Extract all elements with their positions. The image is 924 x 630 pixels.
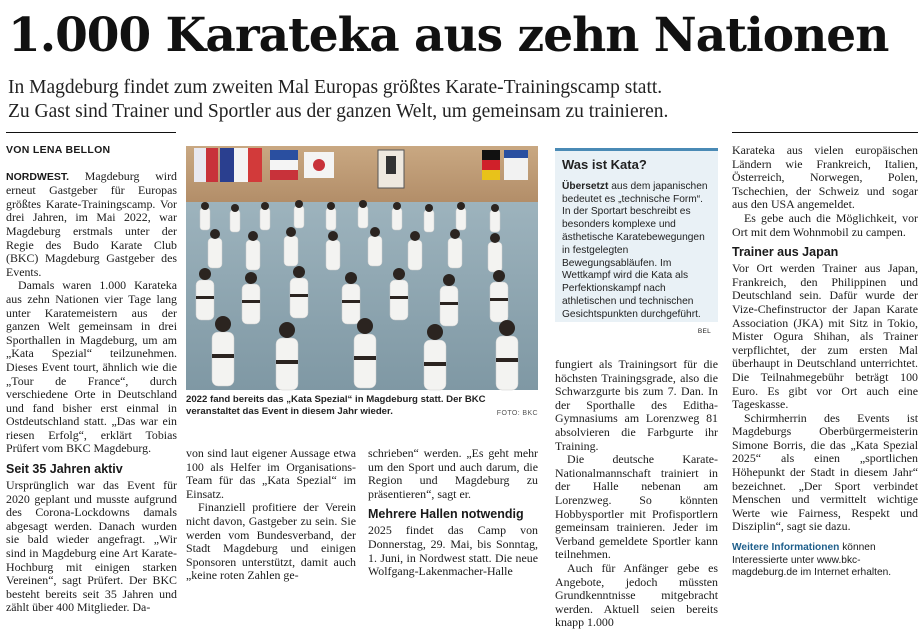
photo-caption: [186, 394, 538, 420]
paragraph: Karateka aus vielen europäischen Ländern wie Frankreich, Italien, Österreich, Norwegen, Polen, Tschechien, der Schweiz und sogar aus den USA angemeldet.: [732, 143, 918, 212]
caption-text: 2022 fand bereits das „Kata Spezial“ in Magdeburg statt. Der BKC veranstaltet das Event in diesem Jahr wieder.: [186, 394, 486, 417]
paragraph: Finanziell profitiere der Verein nicht davon, Gastgeber zu sein. Sie werden vom Bundesverband, der Stadt Magdeburg und einigen Sponsoren unterstützt, damit auch „keine roten Zahlen ge-: [186, 500, 356, 583]
byline: VON LENA BELLON: [6, 144, 111, 156]
info-box-lead: Übersetzt: [562, 180, 609, 192]
further-info-lead: Weitere Informationen: [732, 542, 840, 554]
subhead-line-1: In Magdeburg findet zum zweiten Mal Europas größtes Karate-Trainingscamp statt.: [8, 77, 663, 98]
photo-illustration: [186, 146, 538, 390]
paragraph: 2025 findet das Camp von Donnerstag, 29. Mai, bis Sonntag, 1. Juni, in Nordwest statt. Die neue Wolfgang-Lakenmacher-Halle: [368, 523, 538, 579]
paragraph: Die deutsche Karate-Nationalmannschaft trainiert in der Halle nebenan am Lorenzweg. So könnten Hobbysportler mit Profisportlern gemeinsam trainieren. Jeder im Verband gemeldete Sportler kann teilnehmen.: [555, 452, 718, 562]
article-column-2: [186, 447, 356, 583]
paragraph-text: Magdeburg wird erneut Gastgeber für Europas größtes Karate-Trainingscamp. Vor drei Jahren, im Mai 2022, war Magdeburg erstmals unter der Regie des Budo Karate Club (BKC) Magdeburg Gastgeber des Events.: [6, 168, 177, 279]
subhead-line-2: Zu Gast sind Trainer und Sportler aus der ganzen Welt, um gemeinsam zu trainieren.: [8, 101, 669, 122]
info-box-body: [562, 181, 711, 322]
paragraph: von sind laut eigener Aussage etwa 100 als Helfer im Organisations-Team für das „Kata Spezial“ im Einsatz.: [186, 446, 356, 501]
headline: 1.000 Karateka aus zehn Nationen: [8, 8, 889, 63]
kata-info-box: [555, 148, 718, 335]
further-info-text: können Interessierte unter www.bkc-magdeburg.de im Internet erhalten.: [732, 542, 892, 579]
info-box-title: Was ist Kata?: [562, 157, 647, 172]
section-heading: Trainer aus Japan: [732, 245, 839, 260]
info-box-text: aus dem japanischen bedeutet es „technische Form“. In der Sportart beschreibt es besonders komplexe und ästhetische Karatebewegungen in festgelegten Bewegungsabläufen. Im Wettkampf wird die Kata als Perfektionskampf nach athletischen und technischen Gesichtspunkten durchgeführt.: [562, 180, 708, 320]
article-column-1: [6, 144, 177, 615]
paragraph: Damals waren 1.000 Karateka aus zehn Nationen vier Tage lang unter Karatemeistern aus der ganzen Welt gemeinsam in drei Sporthallen in Magdeburg, um am „Kata Spezial“ teilzunehmen. Dieses Event tourt, ähnlich wie die „Tour de France“, durch verschiedene Orte in Deutschland und fand bisher erst einmal in Ostdeutschland statt. „Das war ein riesen Erfolg“, erklärt Tobias Prüfert vom BKC Magdeburg.: [6, 278, 177, 456]
subhead: [8, 76, 918, 124]
article-column-5: [732, 144, 918, 580]
paragraph: Auch für Anfänger gebe es Angebote, jedoch müssten Grundkenntnisse mitgebracht werden. Aktuell seien bereits knapp 1.000: [555, 560, 718, 630]
column-rule: [732, 132, 918, 133]
column-rule: [6, 132, 176, 133]
article-column-4: [555, 358, 718, 630]
paragraph: schrieben“ werden. „Es geht mehr um den Sport und auch darum, die Region und Magdeburg zu präsentieren“, sagt er.: [368, 446, 538, 501]
paragraph: Schirmherrin des Events ist Magdeburgs Oberbürgermeisterin Simone Borris, die das „Kata Spezial 2025“ als einen „sportlichen Höhepunkt der Stadt in diesem Jahr“ bezeichnet. „Der Sport verbindet Menschen und vermittelt wichtige Werte wie Fairness, Respekt und Disziplin“, sagt sie dazu.: [732, 410, 918, 534]
section-heading: Mehrere Hallen notwendig: [368, 507, 524, 522]
further-info: [732, 542, 918, 580]
paragraph: Es gebe auch die Möglichkeit, vor Ort mit dem Wohnmobil zu campen.: [732, 210, 918, 239]
info-box-credit: BEL: [697, 327, 711, 335]
paragraph: [6, 170, 177, 280]
dateline: NORDWEST.: [6, 170, 69, 183]
paragraph: fungiert als Trainingsort für die höchsten Trainingsgrade, also die Schwarzgurte bis zum 7. Dan. In der Sporthalle des Editha-Gymnasiums am Lorenzweg 81 absolvieren die Farbgurte ihr Training.: [555, 357, 718, 453]
paragraph: Ursprünglich war das Event für 2020 geplant und musste aufgrund des Corona-Lockdowns damals abgesagt werden. Danach wurden sie bald wieder angefragt. „Wir sind in Magdeburg eine Art Karate-Hochburg mit einigen starken Vereinen“, sagt Prüfert. Der BKC besteht bereits seit 35 Jahren und zählt über 400 Mitglieder. Da-: [6, 478, 177, 615]
paragraph: Vor Ort werden Trainer aus Japan, Frankreich, den Philippinen und Deutschland sein. Dafür wurde der Vize-Chefinstructor der Japan Karate Association (JKA) mit Sitz in Tokio, Mister Ogura Shihan, als Trainer verpflichtet, der zum ersten Mal überhaupt in Deutschland unterrichtet. Die Teilnahmegebühr beträgt 100 Euro. Es gibt vor Ort auch eine Tageskasse.: [732, 261, 918, 412]
photo-credit: FOTO: BKC: [496, 410, 538, 417]
karate-training-photo: [186, 146, 538, 390]
article-column-3: [368, 447, 538, 579]
column-rule: [555, 132, 718, 133]
section-heading: Seit 35 Jahren aktiv: [6, 462, 123, 477]
